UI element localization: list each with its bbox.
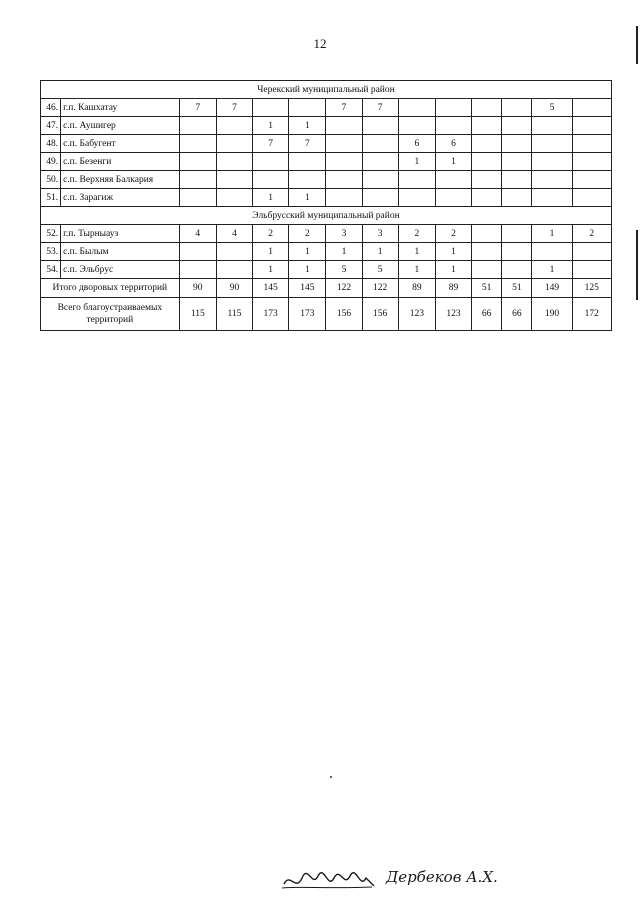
table-row — [41, 189, 612, 207]
total-value: 190 — [532, 298, 572, 331]
value-cell: 1 — [398, 261, 435, 279]
settlement-name: г.п. Тырныауз — [61, 225, 180, 243]
value-cell — [326, 171, 362, 189]
value-cell: 2 — [253, 225, 289, 243]
value-cell: 1 — [289, 117, 326, 135]
value-cell — [472, 135, 502, 153]
value-cell — [253, 99, 289, 117]
value-cell: 1 — [532, 225, 572, 243]
page-number: 12 — [313, 36, 327, 51]
value-cell — [179, 261, 216, 279]
value-cell — [502, 189, 532, 207]
settlement-name: с.п. Зарагиж — [61, 189, 180, 207]
scan-dot — [330, 776, 332, 778]
value-cell — [572, 117, 611, 135]
value-cell — [362, 117, 398, 135]
value-cell: 1 — [398, 153, 435, 171]
total-value: 115 — [179, 298, 216, 331]
value-cell: 7 — [179, 99, 216, 117]
value-cell — [472, 99, 502, 117]
value-cell — [253, 153, 289, 171]
value-cell — [532, 243, 572, 261]
value-cell — [472, 189, 502, 207]
value-cell — [398, 117, 435, 135]
value-cell — [502, 243, 532, 261]
value-cell — [532, 171, 572, 189]
value-cell: 1 — [532, 261, 572, 279]
total-value: 90 — [216, 279, 252, 298]
value-cell: 3 — [362, 225, 398, 243]
value-cell: 1 — [289, 243, 326, 261]
value-cell — [362, 171, 398, 189]
total-value: 122 — [326, 279, 362, 298]
table-row — [41, 171, 612, 189]
value-cell — [216, 189, 252, 207]
value-cell — [362, 153, 398, 171]
total-value: 156 — [362, 298, 398, 331]
total-value: 51 — [472, 279, 502, 298]
section-title: Эльбрусский муниципальный район — [41, 207, 612, 225]
value-cell: 1 — [253, 117, 289, 135]
value-cell: 2 — [435, 225, 471, 243]
value-cell — [472, 261, 502, 279]
value-cell: 1 — [253, 243, 289, 261]
value-cell — [532, 135, 572, 153]
settlement-name: с.п. Бабугент — [61, 135, 180, 153]
value-cell — [326, 189, 362, 207]
value-cell — [216, 117, 252, 135]
total-value: 90 — [179, 279, 216, 298]
value-cell — [502, 117, 532, 135]
table-row — [41, 153, 612, 171]
row-number: 52. — [41, 225, 61, 243]
value-cell: 2 — [572, 225, 611, 243]
value-cell: 7 — [326, 99, 362, 117]
settlement-name: г.п. Кашхатау — [61, 99, 180, 117]
value-cell: 7 — [289, 135, 326, 153]
value-cell — [179, 153, 216, 171]
row-number: 50. — [41, 171, 61, 189]
total-value: 66 — [472, 298, 502, 331]
settlement-name: с.п. Аушигер — [61, 117, 180, 135]
settlement-name: с.п. Безенги — [61, 153, 180, 171]
total-label: Всего благоустраиваемых территорий — [41, 298, 180, 331]
grand-total-row — [41, 298, 612, 331]
value-cell: 1 — [435, 261, 471, 279]
value-cell — [289, 171, 326, 189]
value-cell — [326, 153, 362, 171]
total-value: 122 — [362, 279, 398, 298]
total-row — [41, 279, 612, 298]
row-number: 47. — [41, 117, 61, 135]
value-cell: 1 — [289, 261, 326, 279]
row-number: 51. — [41, 189, 61, 207]
value-cell — [472, 171, 502, 189]
table-row — [41, 225, 612, 243]
value-cell — [362, 189, 398, 207]
value-cell — [362, 135, 398, 153]
value-cell — [435, 117, 471, 135]
value-cell — [326, 135, 362, 153]
value-cell: 1 — [253, 261, 289, 279]
value-cell — [216, 153, 252, 171]
row-number: 49. — [41, 153, 61, 171]
value-cell — [472, 153, 502, 171]
settlement-name: с.п. Верхняя Балкария — [61, 171, 180, 189]
total-value: 51 — [502, 279, 532, 298]
value-cell: 5 — [532, 99, 572, 117]
table-row — [41, 117, 612, 135]
total-value: 123 — [435, 298, 471, 331]
value-cell: 2 — [289, 225, 326, 243]
total-value: 145 — [289, 279, 326, 298]
value-cell — [179, 243, 216, 261]
value-cell — [572, 153, 611, 171]
value-cell — [572, 171, 611, 189]
row-number: 48. — [41, 135, 61, 153]
value-cell: 5 — [362, 261, 398, 279]
total-value: 149 — [532, 279, 572, 298]
edge-scan-mark — [636, 26, 638, 64]
value-cell: 1 — [435, 153, 471, 171]
table-row — [41, 135, 612, 153]
value-cell — [253, 171, 289, 189]
value-cell — [572, 135, 611, 153]
value-cell — [502, 153, 532, 171]
total-value: 89 — [435, 279, 471, 298]
value-cell — [216, 261, 252, 279]
value-cell: 4 — [179, 225, 216, 243]
signature-text: Дербеков А.Х. — [386, 868, 498, 886]
value-cell — [502, 225, 532, 243]
table-row — [41, 261, 612, 279]
value-cell — [179, 171, 216, 189]
value-cell — [398, 99, 435, 117]
value-cell: 7 — [362, 99, 398, 117]
value-cell — [572, 243, 611, 261]
value-cell — [502, 99, 532, 117]
value-cell — [435, 189, 471, 207]
value-cell — [435, 171, 471, 189]
table-row — [41, 243, 612, 261]
value-cell — [572, 189, 611, 207]
value-cell — [502, 135, 532, 153]
row-number: 46. — [41, 99, 61, 117]
value-cell — [289, 99, 326, 117]
total-value: 173 — [253, 298, 289, 331]
value-cell: 6 — [435, 135, 471, 153]
table-row — [41, 99, 612, 117]
total-value: 89 — [398, 279, 435, 298]
total-value: 173 — [289, 298, 326, 331]
value-cell: 4 — [216, 225, 252, 243]
value-cell — [435, 99, 471, 117]
value-cell: 1 — [326, 243, 362, 261]
total-value: 66 — [502, 298, 532, 331]
value-cell: 1 — [362, 243, 398, 261]
value-cell — [502, 171, 532, 189]
value-cell — [179, 135, 216, 153]
value-cell: 1 — [289, 189, 326, 207]
value-cell: 1 — [253, 189, 289, 207]
section-header-row — [41, 207, 612, 225]
total-value: 123 — [398, 298, 435, 331]
value-cell — [572, 261, 611, 279]
value-cell — [532, 117, 572, 135]
total-label: Итого дворовых территорий — [41, 279, 180, 298]
value-cell: 7 — [216, 99, 252, 117]
edge-scan-mark — [636, 230, 638, 300]
value-cell — [472, 243, 502, 261]
value-cell — [532, 153, 572, 171]
table-body — [41, 81, 612, 331]
row-number: 54. — [41, 261, 61, 279]
value-cell — [398, 189, 435, 207]
value-cell — [216, 171, 252, 189]
section-header-row — [41, 81, 612, 99]
value-cell: 5 — [326, 261, 362, 279]
value-cell: 7 — [253, 135, 289, 153]
settlement-name: с.п. Эльбрус — [61, 261, 180, 279]
value-cell — [326, 117, 362, 135]
value-cell: 1 — [435, 243, 471, 261]
value-cell — [532, 189, 572, 207]
row-number: 53. — [41, 243, 61, 261]
value-cell — [289, 153, 326, 171]
signature — [278, 862, 538, 896]
value-cell — [216, 243, 252, 261]
value-cell — [179, 189, 216, 207]
total-value: 145 — [253, 279, 289, 298]
total-value: 172 — [572, 298, 611, 331]
value-cell — [472, 225, 502, 243]
value-cell — [472, 117, 502, 135]
value-cell — [216, 135, 252, 153]
value-cell: 6 — [398, 135, 435, 153]
total-value: 115 — [216, 298, 252, 331]
value-cell: 3 — [326, 225, 362, 243]
total-value: 125 — [572, 279, 611, 298]
settlement-name: с.п. Былым — [61, 243, 180, 261]
value-cell — [502, 261, 532, 279]
total-value: 156 — [326, 298, 362, 331]
value-cell — [572, 99, 611, 117]
value-cell — [179, 117, 216, 135]
value-cell: 1 — [398, 243, 435, 261]
value-cell — [398, 171, 435, 189]
value-cell: 2 — [398, 225, 435, 243]
section-title: Черекский муниципальный район — [41, 81, 612, 99]
territories-table — [40, 80, 612, 331]
